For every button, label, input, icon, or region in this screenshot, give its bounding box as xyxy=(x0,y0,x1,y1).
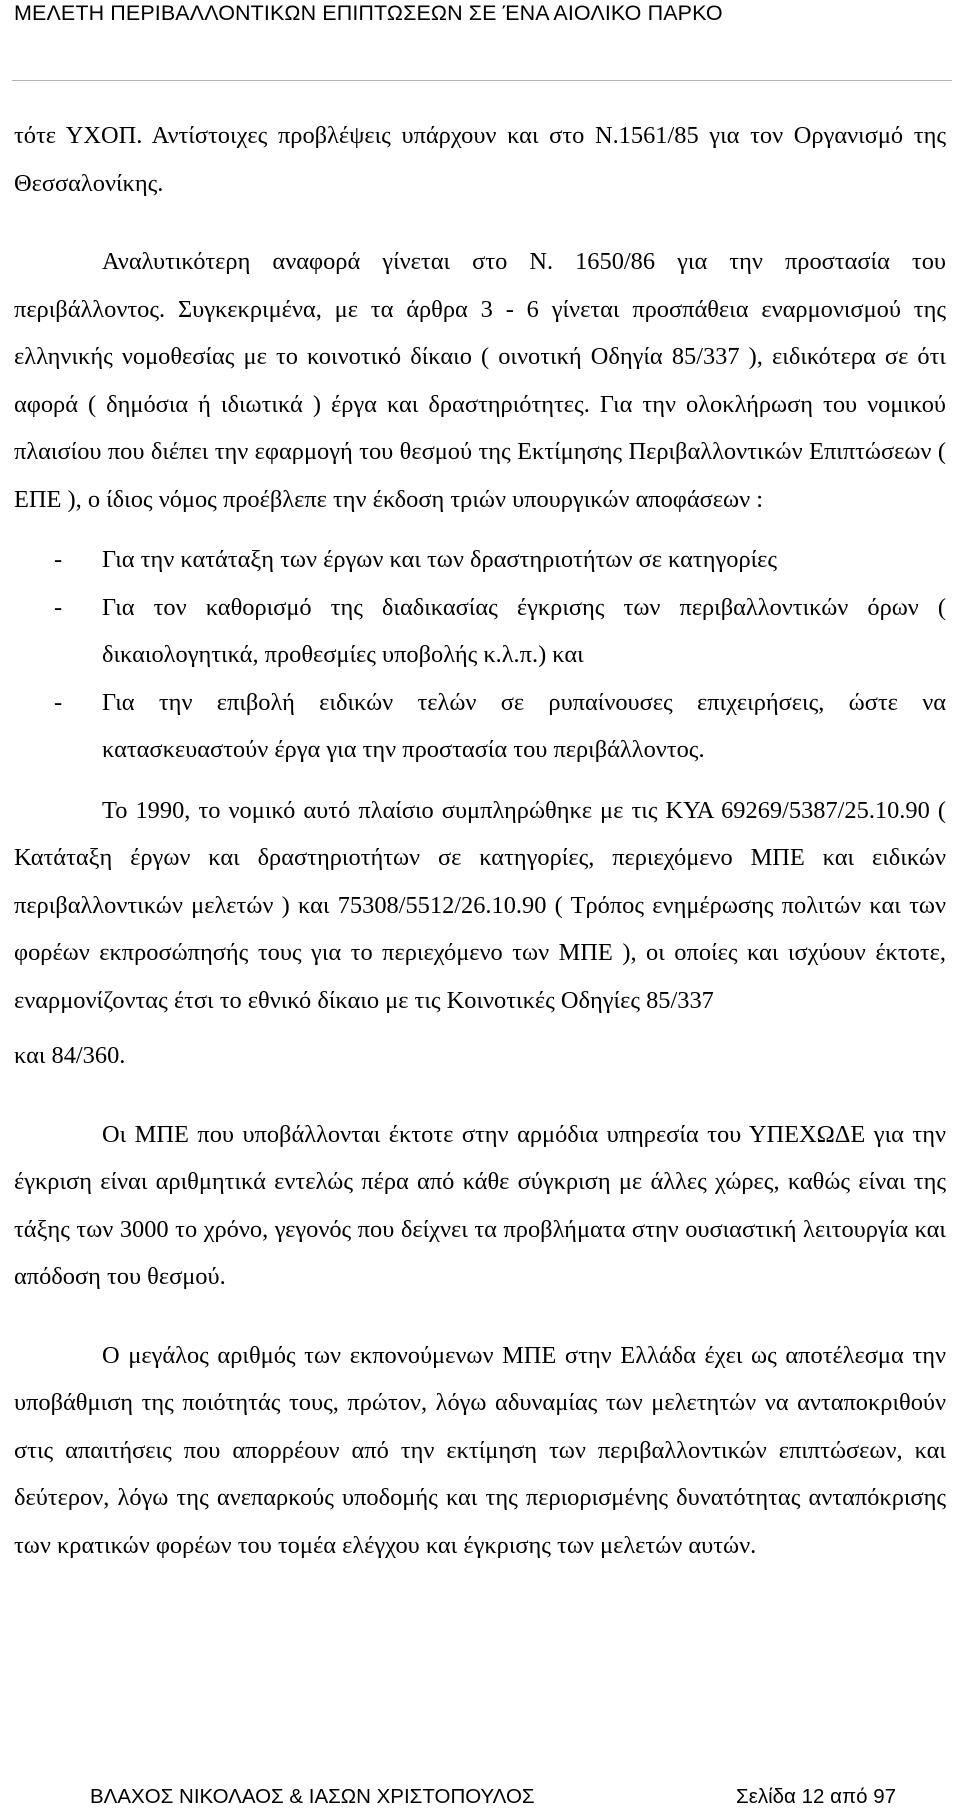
list-item xyxy=(14,679,946,774)
document-body xyxy=(14,112,946,1569)
paragraph-continuation: τότε ΥΧΟΠ. Αντίστοιχες προβλέψεις υπάρχουν και στο Ν.1561/85 για τον Οργανισμό της Θεσσαλονίκης. xyxy=(14,122,946,197)
running-footer xyxy=(90,1784,896,1810)
footer-authors: ΒΛΑΧΟΣ ΝΙΚΟΛΑΟΣ & ΙΑΣΩΝ ΧΡΙΣΤΟΠΟΥΛΟΣ xyxy=(90,1785,535,1808)
dash-bullet: - xyxy=(54,546,63,573)
decisions-list xyxy=(14,536,946,774)
paragraph-kya-1990: Το 1990, το νομικό αυτό πλαίσιο συμπληρώθηκε με τις ΚΥΑ 69269/5387/25.10.90 ( Κατάταξη έργων και δραστηριοτήτων σε κατηγορίες, περιεχόμενο ΜΠΕ και ειδικών περιβαλλοντικών μελετών ) και 75308/5512/26.10.90 ( Τρόπος ενημέρωσης πολιτών και των φορέων εκπροσώπησής τους για το περιεχόμενο των ΜΠΕ ), οι οποίες και ισχύουν έκτοτε, εναρμονίζοντας έτσι το εθνικό δίκαιο με τις Κοινοτικές Οδηγίες 85/337 xyxy=(14,796,946,1014)
list-item-text: Για την επιβολή ειδικών τελών σε ρυπαίνουσες επιχειρήσεις, ώστε να κατασκευαστούν έργα για την προστασία του περιβάλλοντος. xyxy=(102,688,946,763)
list-item xyxy=(14,584,946,679)
dash-bullet: - xyxy=(54,593,63,621)
dash-bullet: - xyxy=(54,688,63,716)
page-number: Σελίδα 12 από 97 xyxy=(736,1785,896,1808)
list-item-text: Για την κατάταξη των έργων και των δραστηριοτήτων σε κατηγορίες xyxy=(102,546,778,573)
paragraph-kya-1990-end: και 84/360. xyxy=(14,1042,126,1069)
paragraph-mpe-submissions: Οι ΜΠΕ που υποβάλλονται έκτοτε στην αρμόδια υπηρεσία του ΥΠΕΧΩΔΕ για την έγκριση είναι αριθμητικά εντελώς πέρα από κάθε σύγκριση με άλλες χώρες, καθώς είναι της τάξης των 3000 το χρόνο, γεγονός που δείχνει τα προβλήματα στην ουσιαστική λειτουργία και απόδοση του θεσμού. xyxy=(14,1120,946,1290)
paragraph-mpe-quality: Ο μεγάλος αριθμός των εκπονούμενων ΜΠΕ στην Ελλάδα έχει ως αποτέλεσμα την υποβάθμιση της ποιότητάς τους, πρώτον, λόγω αδυναμίας των μελετητών να ανταποκριθούν στις απαιτήσεις που απορρέουν από την εκτίμηση των περιβαλλοντικών επιπτώσεων, και δεύτερον, λόγω της ανεπαρκούς υποδομής και της περιορισμένης δυνατότητας ανταπόκρισης των κρατικών φορέων του τομέα ελέγχου και έγκρισης των μελετών αυτών. xyxy=(14,1341,946,1559)
list-item-text: Για τον καθορισμό της διαδικασίας έγκρισης των περιβαλλοντικών όρων ( δικαιολογητικά, προθεσμίες υποβολής κ.λ.π.) και xyxy=(102,593,946,668)
running-header: ΜΕΛΕΤΗ ΠΕΡΙΒΑΛΛΟΝΤΙΚΩΝ ΕΠΙΠΤΩΣΕΩΝ ΣΕ ΈΝΑ ΑΙΟΛΙΚΟ ΠΑΡΚΟ xyxy=(14,1,723,25)
paragraph-law-1650-86: Αναλυτικότερη αναφορά γίνεται στο Ν. 1650/86 για την προστασία του περιβάλλοντος. Συγκεκριμένα, με τα άρθρα 3 - 6 γίνεται προσπάθεια εναρμονισμού της ελληνικής νομοθεσίας με το κοινοτικό δίκαιο ( οινοτική Οδηγία 85/337 ), ειδικότερα σε ότι αφορά ( δημόσια ή ιδιωτικά ) έργα και δραστηριότητες. Για την ολοκλήρωση του νομικού πλαισίου που διέπει την εφαρμογή του θεσμού της Εκτίμησης Περιβαλλοντικών Επιπτώσεων ( ΕΠΕ ), ο ίδιος νόμος προέβλεπε την έκδοση τριών υπουργικών αποφάσεων : xyxy=(14,248,946,513)
header-divider xyxy=(12,80,952,81)
list-item xyxy=(14,536,946,584)
